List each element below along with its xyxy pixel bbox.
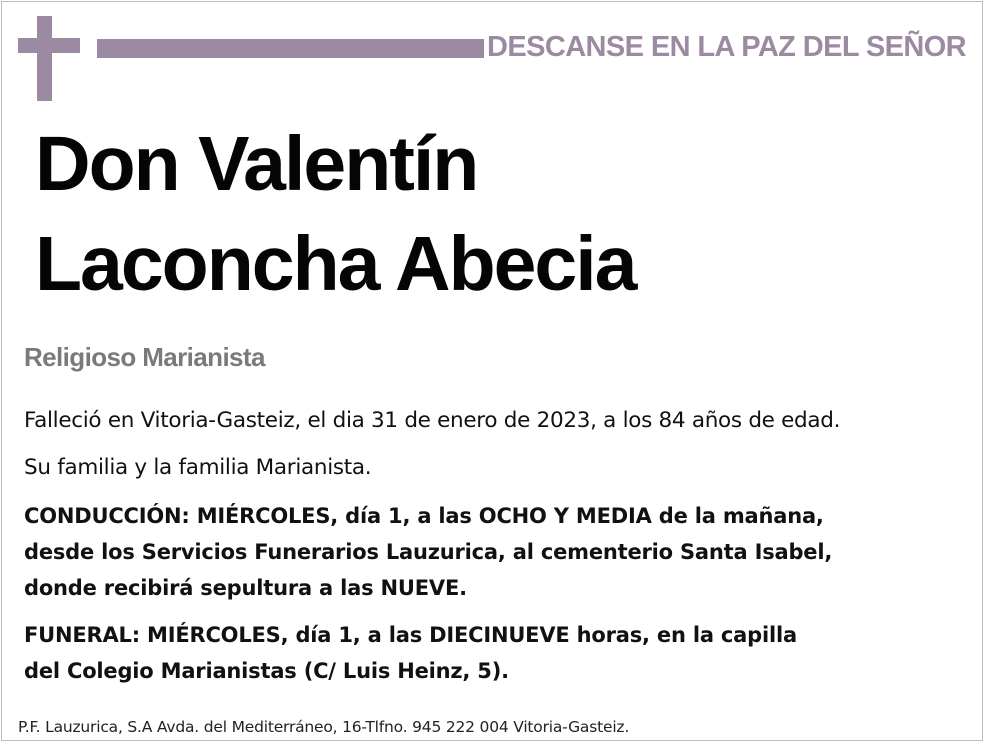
- cross-horizontal-bar: [18, 38, 80, 53]
- death-notice: Falleció en Vitoria-Gasteiz, el dia 31 de enero de 2023, a los 84 años de edad.: [24, 408, 841, 433]
- conduccion-line-1: CONDUCCIÓN: MIÉRCOLES, día 1, a las OCHO Y MEDIA de la mañana,: [24, 504, 824, 528]
- funeral-notice: [24, 617, 797, 689]
- deceased-title: Religioso Marianista: [24, 342, 265, 372]
- family-notice: Su familia y la familia Marianista.: [24, 455, 372, 480]
- funeral-line-1: FUNERAL: MIÉRCOLES, día 1, a las DIECINUEVE horas, en la capilla: [24, 623, 797, 647]
- deceased-name: [35, 114, 635, 314]
- deceased-name-line-2: Laconcha Abecia: [35, 221, 636, 307]
- conduccion-line-3: donde recibirá sepultura a las NUEVE.: [24, 576, 467, 600]
- cross-vertical-bar: [37, 16, 52, 101]
- header-title: DESCANSE EN LA PAZ DEL SEÑOR: [487, 31, 966, 63]
- funeral-line-2: del Colegio Marianistas (C/ Luis Heinz, 5).: [24, 659, 509, 683]
- conduccion-line-2: desde los Servicios Funerarios Lauzurica, al cementerio Santa Isabel,: [24, 540, 833, 564]
- header-rule: [97, 39, 484, 58]
- funeral-home-footer: P.F. Lauzurica, S.A Avda. del Mediterráneo, 16-Tlfno. 945 222 004 Vitoria-Gasteiz.: [18, 718, 630, 736]
- deceased-name-line-1: Don Valentín: [35, 121, 478, 207]
- conduccion-notice: [24, 498, 832, 606]
